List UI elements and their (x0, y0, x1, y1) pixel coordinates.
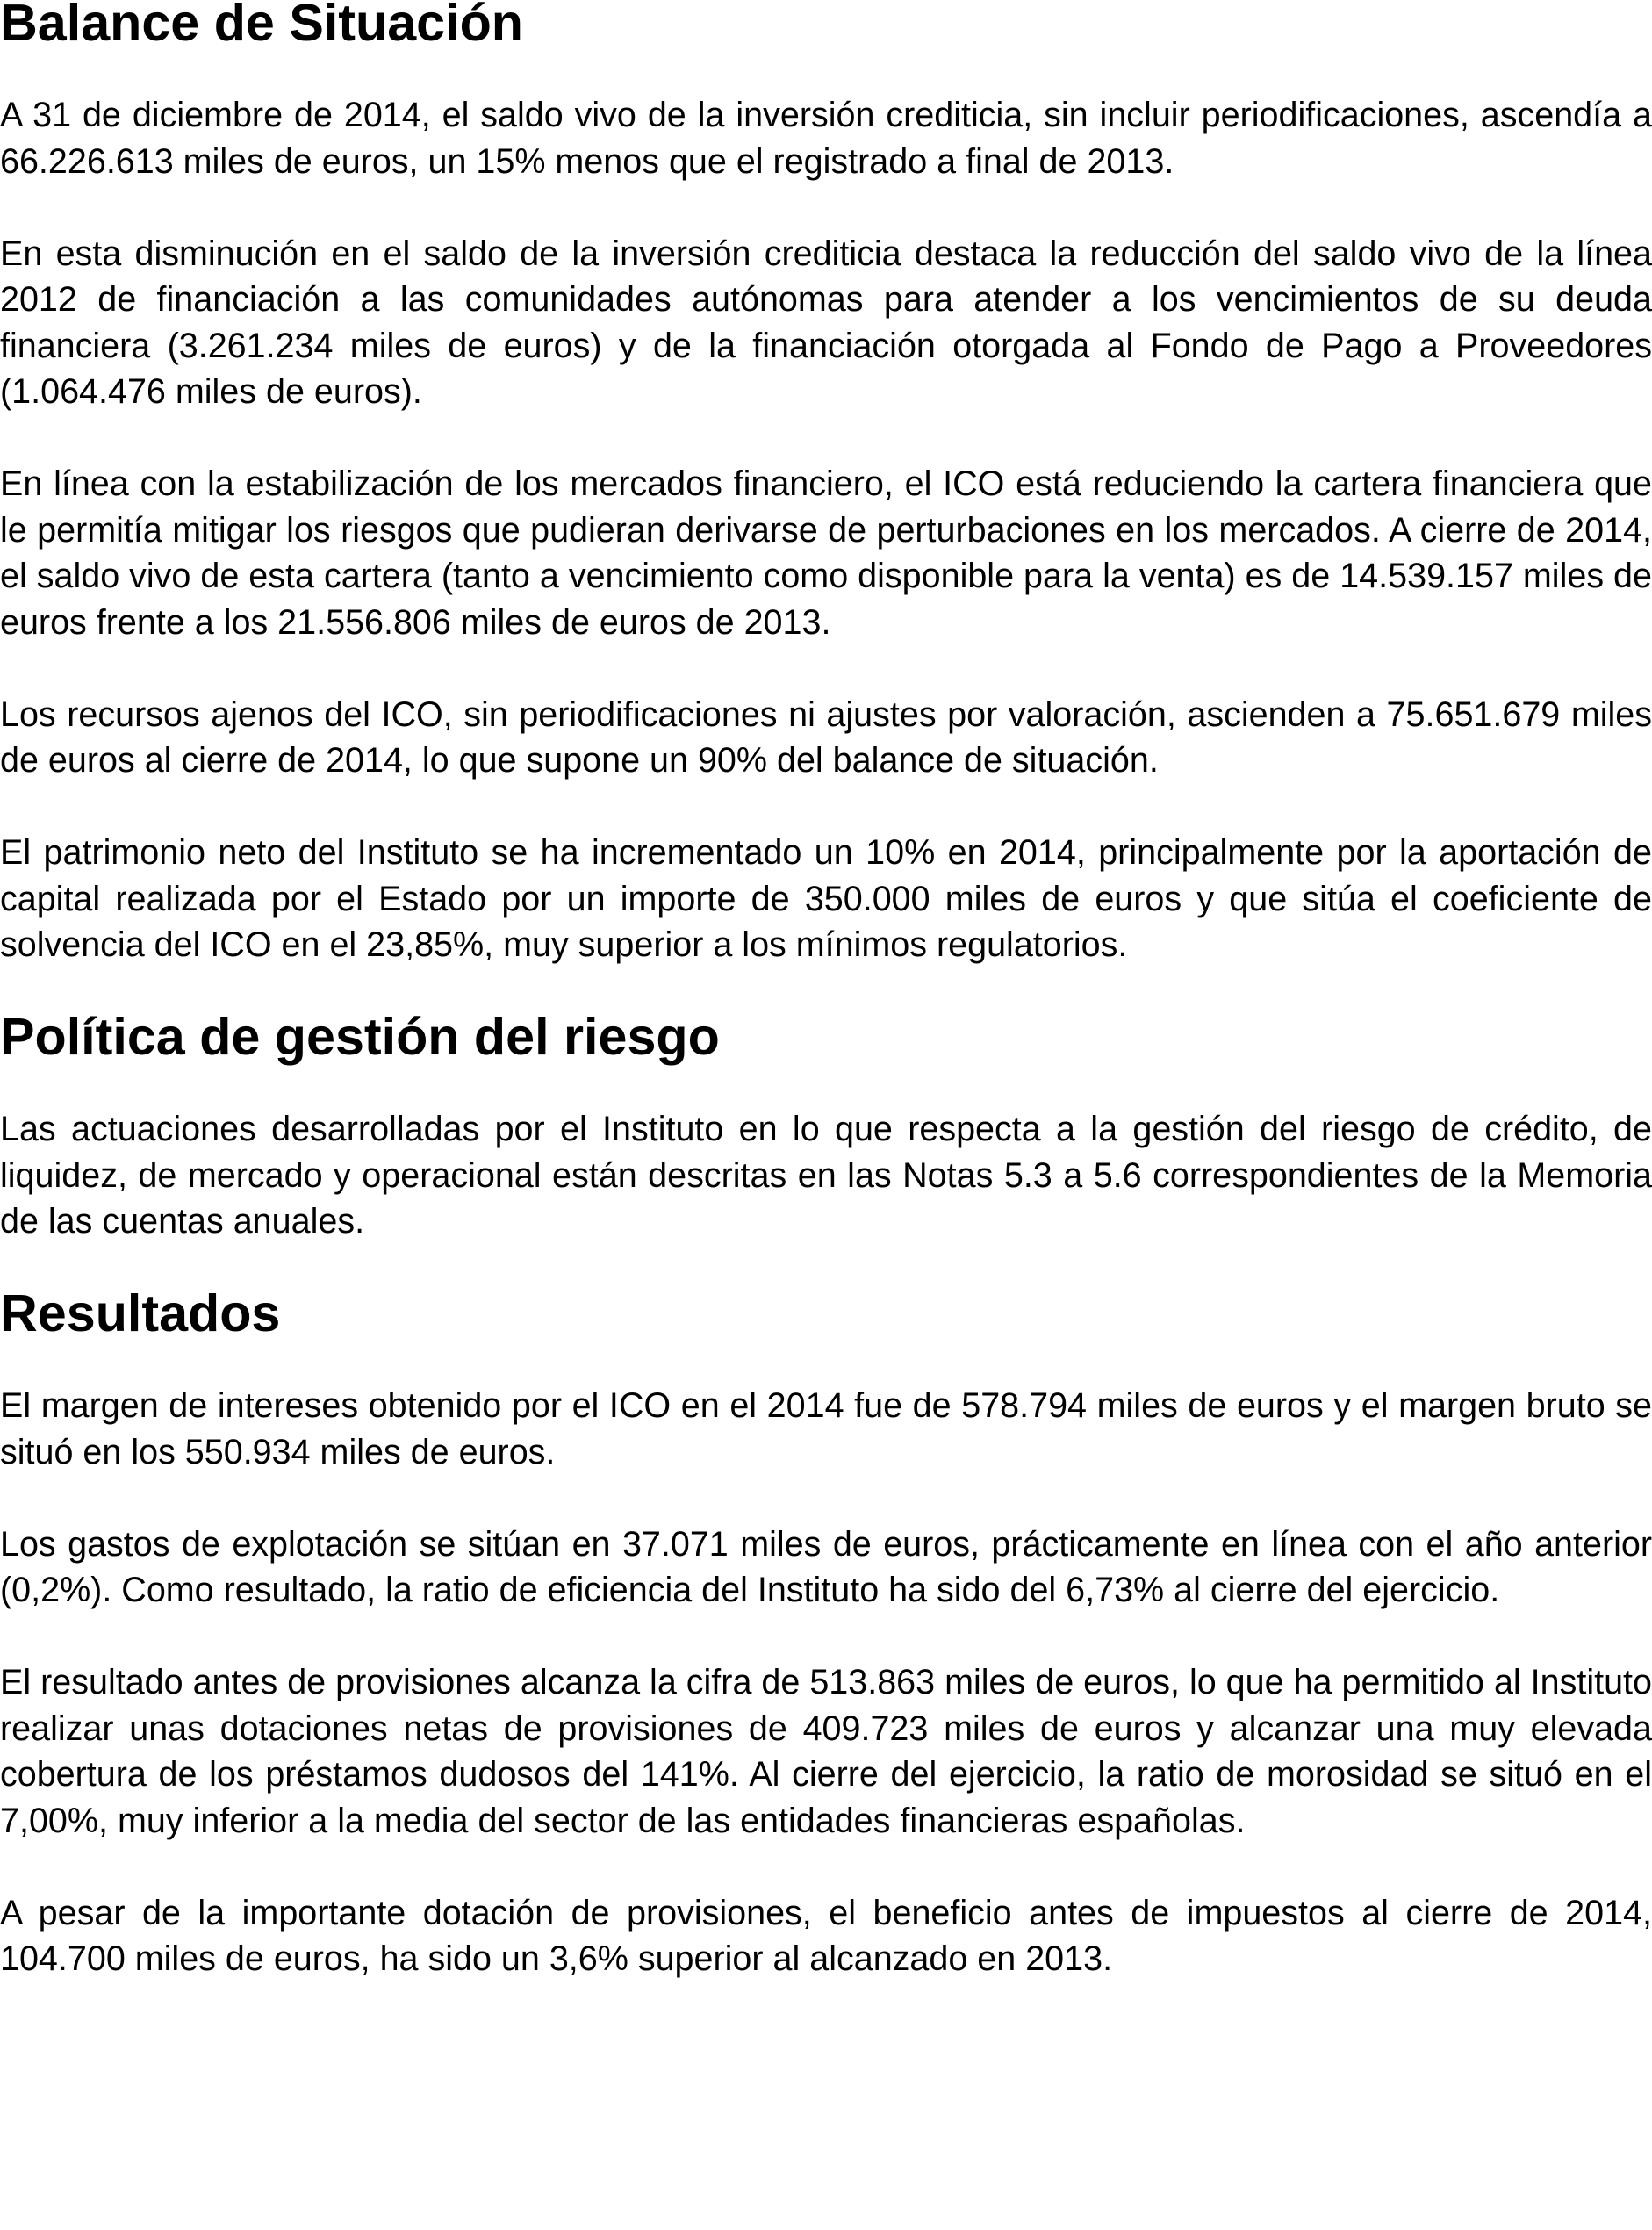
section-risk-policy (0, 1007, 1652, 1291)
paragraph: A pesar de la importante dotación de provisiones, el beneficio antes de impuestos al cierre de 2014, 104.700 miles de euros, ha sido un 3,6% superior al alcanzado en 2013. (0, 1893, 1652, 1978)
paragraph: Las actuaciones desarrolladas por el Instituto en lo que respecta a la gestión del riesgo de crédito, de liquidez, de mercado y operacional están descritas en las Notas 5.3 a 5.6 correspondientes de la Memoria de las cuentas anuales. (0, 1110, 1652, 1241)
paragraph: En línea con la estabilización de los mercados financiero, el ICO está reduciendo la cartera financiera que le permitía mitigar los riesgos que pudieran derivarse de perturbaciones en los mercados. A cierre de 2014, el saldo vivo de esta cartera (tanto a vencimiento como disponible para la venta) es de 14.539.157 miles de euros frente a los 21.556.806 miles de euros de 2013. (0, 464, 1652, 642)
paragraph: A 31 de diciembre de 2014, el saldo vivo de la inversión crediticia, sin incluir periodificaciones, ascendía a 66.226.613 miles de euros, un 15% menos que el registrado a final de 2013. (0, 96, 1652, 181)
section-balance (0, 0, 1652, 1014)
paragraph: Los gastos de explotación se sitúan en 37.071 miles de euros, prácticamente en línea con el año anterior (0,2%). Como resultado, la ratio de eficiencia del Instituto ha sido del 6,73% al cierre del ejercicio. (0, 1524, 1652, 1609)
section-heading: Balance de Situación (0, 0, 523, 52)
paragraph: En esta disminución en el saldo de la inversión crediticia destaca la reducción del saldo vivo de la línea 2012 de financiación a las comunidades autónomas para atender a los vencimientos de su deuda financiera (3.261.234 miles de euros) y de la financiación otorgada al Fondo de Pago a Proveedores (1.064.476 miles de euros). (0, 234, 1652, 411)
paragraph: El patrimonio neto del Instituto se ha incrementado un 10% en 2014, principalmente por la aportación de capital realizada por el Estado por un importe de 350.000 miles de euros y que sitúa el coeficiente de solvencia del ICO en el 23,85%, muy superior a los mínimos regulatorios. (0, 833, 1652, 964)
section-heading: Política de gestión del riesgo (0, 1007, 720, 1066)
section-results (0, 1284, 1652, 1982)
paragraph: Los recursos ajenos del ICO, sin periodificaciones ni ajustes por valoración, ascienden a 75.651.679 miles de euros al cierre de 2014, lo que supone un 90% del balance de situación. (0, 694, 1652, 780)
section-heading: Resultados (0, 1284, 281, 1342)
paragraph: El resultado antes de provisiones alcanza la cifra de 513.863 miles de euros, lo que ha permitido al Instituto realizar unas dotaciones netas de provisiones de 409.723 miles de euros y alcanzar una muy elevada cobertura de los préstamos dudosos del 141%. Al cierre del ejercicio, la ratio de morosidad se situó en el 7,00%, muy inferior a la media del sector de las entidades financieras españolas. (0, 1663, 1652, 1840)
paragraph: El margen de intereses obtenido por el ICO en el 2014 fue de 578.794 miles de euros y el margen bruto se situó en los 550.934 miles de euros. (0, 1386, 1652, 1471)
